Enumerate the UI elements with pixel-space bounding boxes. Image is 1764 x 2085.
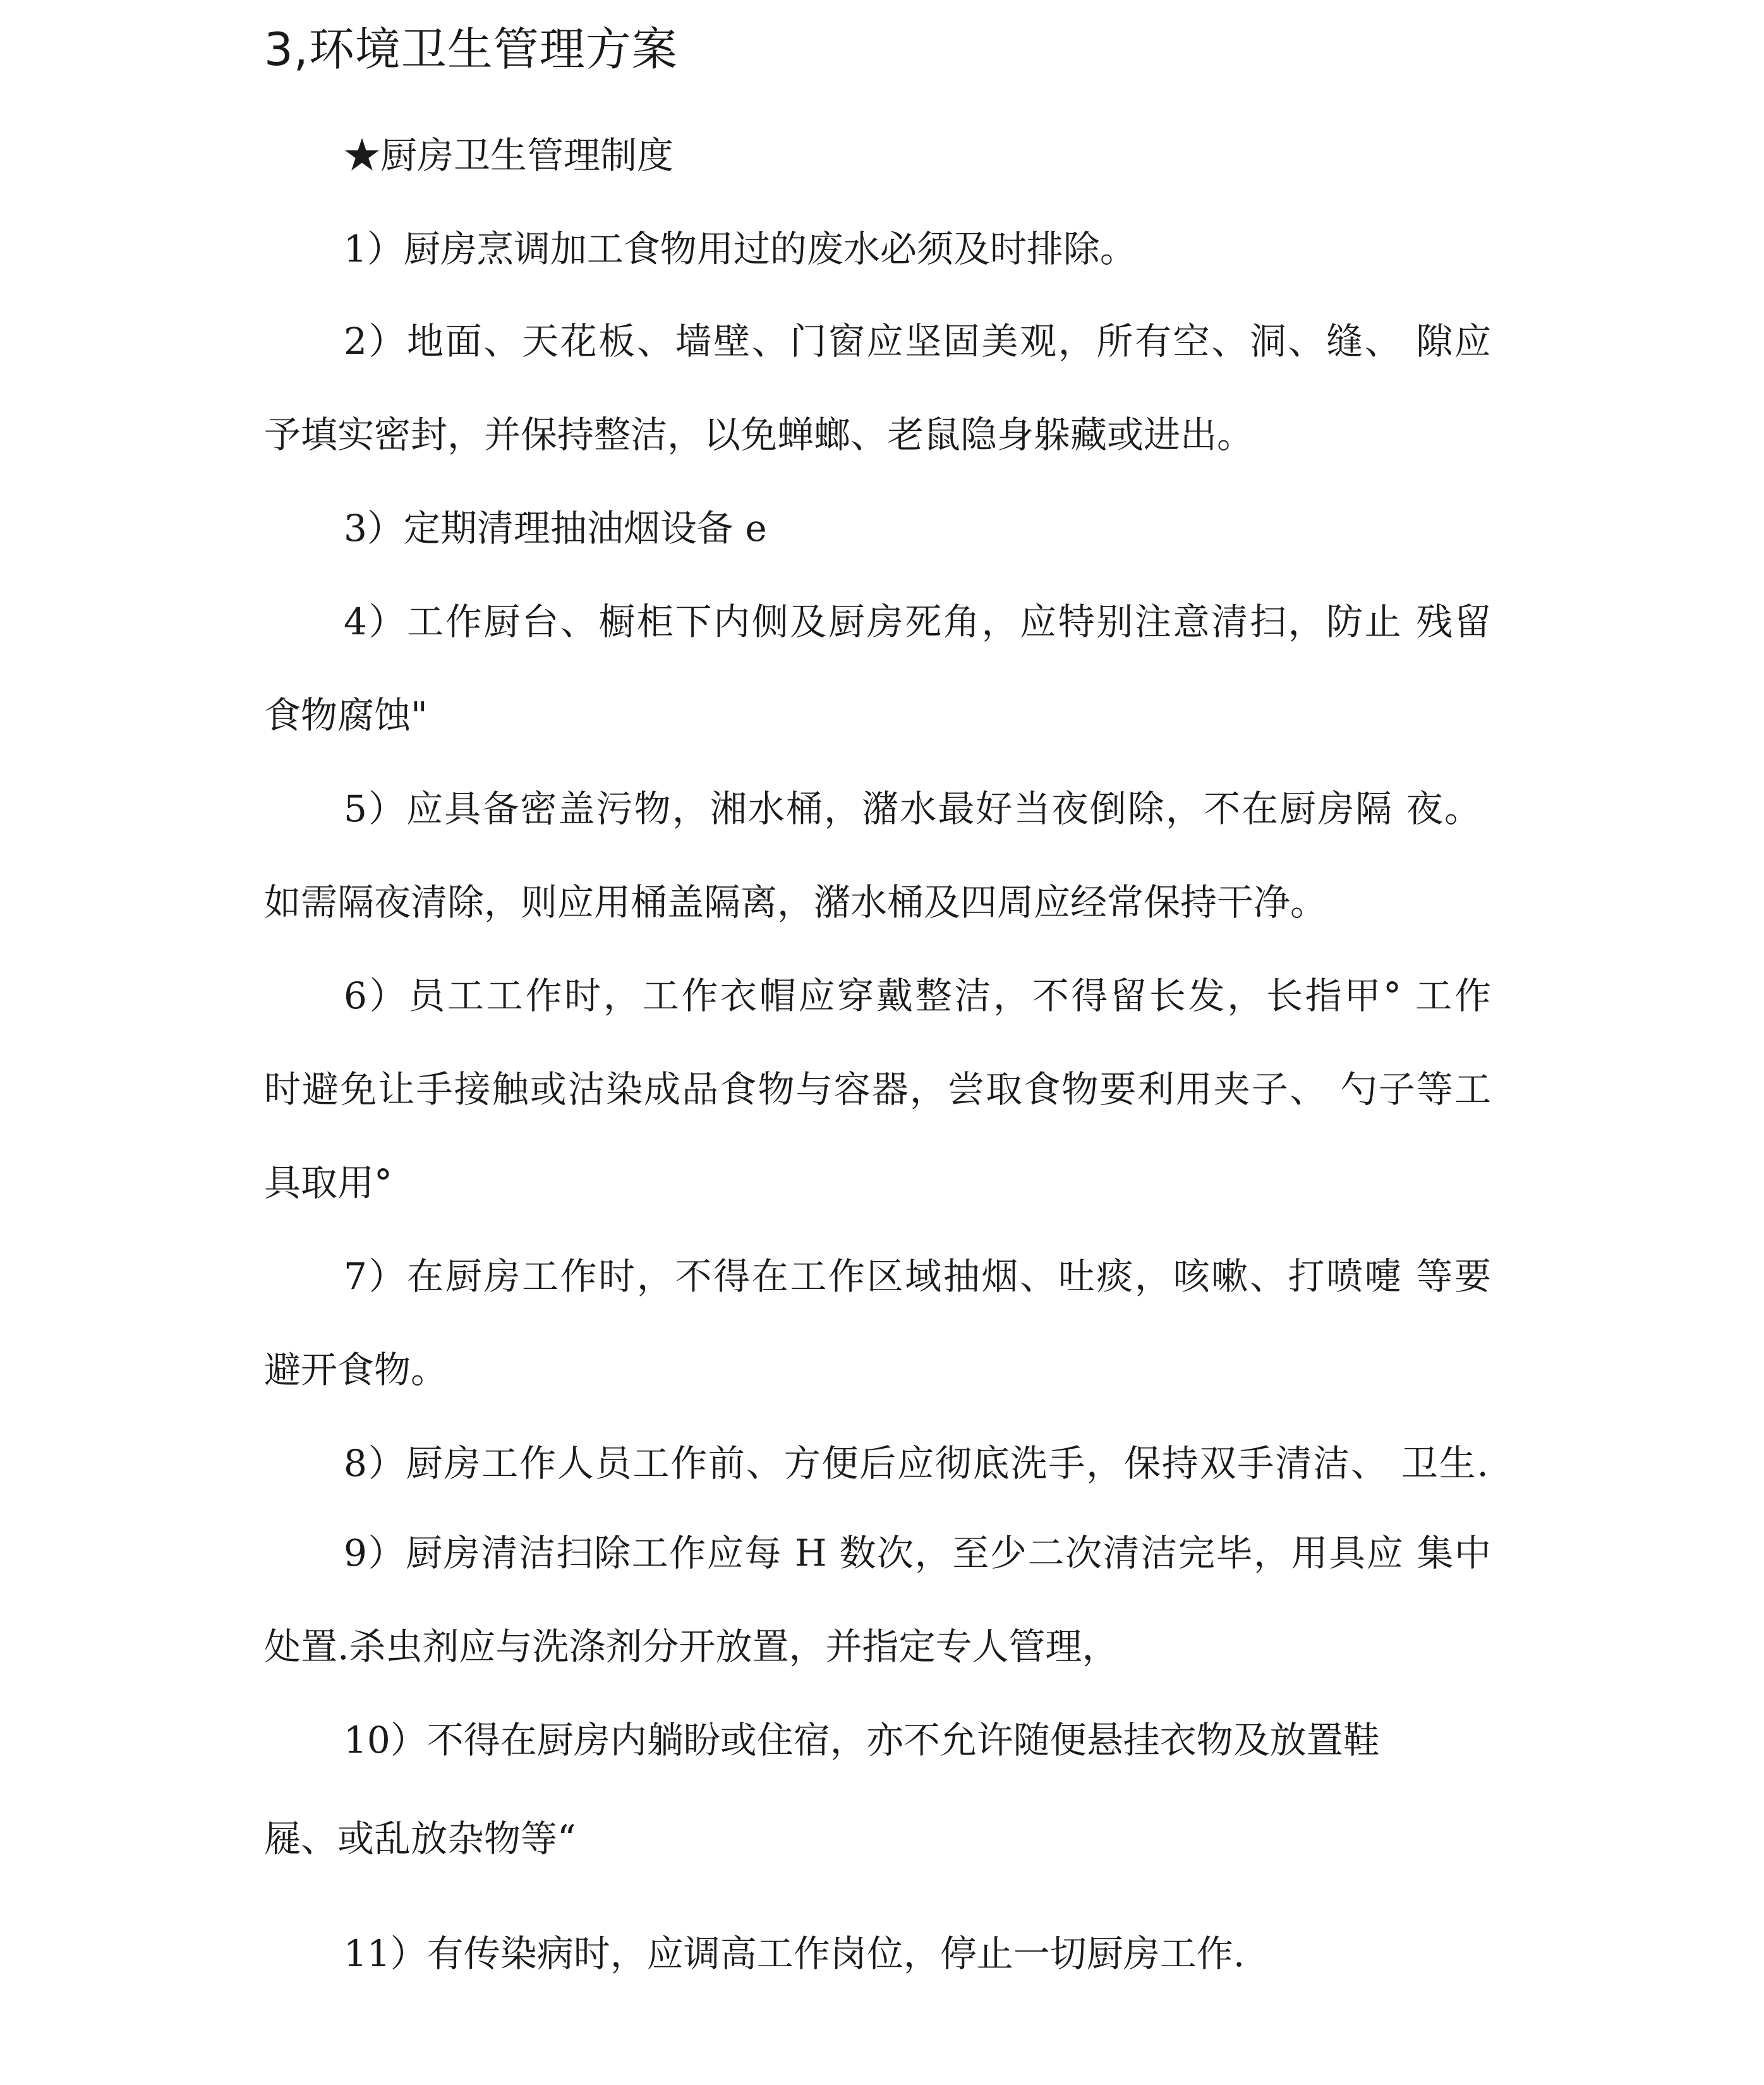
paragraph-line: 避开食物。 [264, 1348, 448, 1391]
paragraph-line: 食物腐蚀" [264, 694, 428, 737]
paragraph-line: 6）员工工作时，工作衣帽应穿戴整洁，不得留长发，长指甲° 工作 [344, 974, 1491, 1017]
paragraph-line: 9）厨房清洁扫除工作应每 H 数次，至少二次清洁完毕，用具应 集中 [344, 1532, 1491, 1574]
paragraph-line: 10）不得在厨房内躺盼或住宿，亦不允许随便悬挂衣物及放置鞋 [344, 1719, 1380, 1762]
paragraph-line: 予填实密封，并保持整洁，以免蝉螂、老鼠隐身躲藏或进出。 [264, 413, 1254, 456]
section-heading: ★厨房卫生管理制度 [344, 134, 674, 177]
paragraph-line: 5）应具备密盖污物，湘水桶，潴水最好当夜倒除，不在厨房隔 夜。 [344, 787, 1481, 830]
paragraph-line: 11）有传染病时，应调高工作岗位，停止一切厨房工作. [344, 1932, 1245, 1975]
paragraph-line: 具取用° [264, 1161, 393, 1204]
paragraph-line: 时避免让手接触或沽染成品食物与容器，尝取食物要利用夹子、 勺子等工 [264, 1068, 1491, 1111]
paragraph-line: 1）厨房烹调加工食物用过的废水必须及时排除。 [344, 227, 1137, 270]
paragraph-line: 3）定期清理抽油烟设备 e [344, 507, 767, 550]
paragraph-line: 如需隔夜清除，则应用桶盖隔离，潴水桶及四周应经常保持干净。 [264, 881, 1327, 924]
paragraph-line: 屣、或乱放杂物等“ [264, 1817, 576, 1860]
document-title: 3,环境卫生管理方案 [264, 23, 678, 76]
paragraph-line: 2）地面、天花板、墙壁、门窗应坚固美观，所有空、洞、缝、 隙应 [344, 320, 1491, 363]
paragraph-line: 4）工作厨台、橱柜下内侧及厨房死角，应特别注意清扫，防止 残留 [344, 600, 1491, 643]
paragraph-line: 8）厨房工作人员工作前、方便后应彻底洗手，保持双手清洁、 卫生. [344, 1442, 1489, 1485]
paragraph-line: 处置.杀虫剂应与洗涤剂分开放置，并指定专人管理， [264, 1625, 1119, 1668]
paragraph-line: 7）在厨房工作时，不得在工作区域抽烟、吐痰，咳嗽、打喷嚏 等要 [344, 1255, 1491, 1298]
